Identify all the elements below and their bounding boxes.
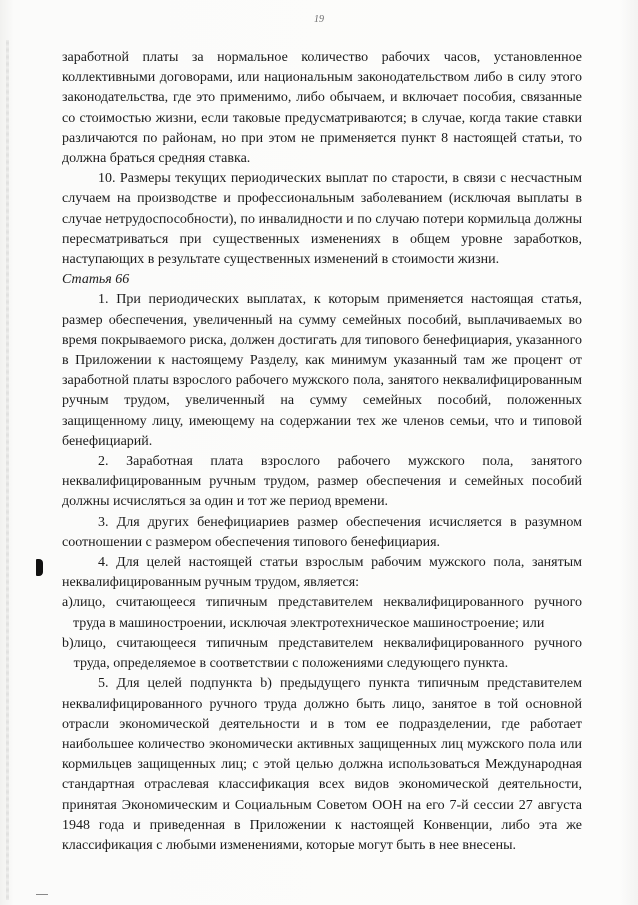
scan-margin-streak <box>6 40 9 900</box>
paragraph-66-4: 4. Для целей настоящей статьи взрослым рабочим мужского пола, занятым неквалифицированным ручным трудом, является: <box>62 555 582 591</box>
paragraph-66-5: 5. Для целей подпункта b) предыдущего пункта типичным представителем неквалифицированного ручного труда должно быть лицо, занятое в той основной отрасли экономической деятельности и в том ее подразделении, где работает наибольшее количество экономически активных защищенных лиц мужского пола или кормильцев защищенных лиц; с этой целью должна использоваться Международная стандартная отраслевая классификация всех видов экономической деятельности, принятая Экономическим и Социальным Советом ООН на его 7-й сессии 27 августа 1948 года и приведенная в Приложении к настоящей Конвенции, либо эта же классификация с любыми изменениями, которые могут быть в нее внесены. <box>62 676 582 853</box>
list-item-text: лицо, считающееся типичным представителем неквалифицированного ручного труда, определяемое в соответствии с положениями следующего пункта. <box>73 635 582 672</box>
scan-corner-mark <box>36 894 48 899</box>
paragraph-66-1: 1. При периодических выплатах, к которым применяется настоящая статья, размер обеспечения, увеличенный на сумму семейных пособий, выплачиваемых во время покрываемого риска, должен достигать для типового бенефициария, указанного в Приложении к настоящему Разделу, как минимум указанный там же процент от заработной платы взрослого рабочего мужского пола, занятого неквалифицированным ручным трудом, увеличенный на сумму семейных пособий, положенных защищенному лицу, имеющему на содержании тех же членов семьи, что и типовой бенефициарий. <box>62 292 582 449</box>
document-body <box>62 48 582 856</box>
page-number: 19 <box>314 14 324 25</box>
paragraph-wage-definition: заработной платы за нормальное количество рабочих часов, установленное коллективными договорами, или национальным законодательством либо в силу этого законодательства, где это применимо, либо обычаем, и включает пособия, связанные со стоимостью жизни, если таковые предусматриваются; в случае, когда такие ставки различаются по районам, но при этом не применяется пункт 8 настоящей статьи, то должна браться средняя ставка. <box>62 50 582 167</box>
list-item-a <box>62 593 582 633</box>
paragraph-66-3: 3. Для других бенефициариев размер обеспечения исчисляется в разумном соотношении с размером обеспечения типового бенефициария. <box>62 514 582 550</box>
paragraph-66-2: 2. Заработная плата взрослого рабочего мужского пола, занятого неквалифицированным ручным трудом, размер обеспечения и семейных пособий должны исчисляться за один и тот же период времени. <box>62 454 582 510</box>
binder-hole-mark <box>36 559 43 576</box>
list-item-b <box>62 634 582 674</box>
article-heading: Статья 66 <box>62 272 130 288</box>
list-marker: b) <box>62 635 74 651</box>
paragraph-10: 10. Размеры текущих периодических выплат по старости, в связи с несчастным случаем на производстве и профессиональным заболеванием (исключая выплаты в случае нетрудоспособности), по инвалидности и по случаю потери кормильца должны пересматриваться при существенных изменениях в общем уровне заработков, наступающих в результате существенных изменений в стоимости жизни. <box>62 171 582 268</box>
list-item-text: лицо, считающееся типичным представителем неквалифицированного ручного труда в машиностроении, исключая электротехническое машиностроение; или <box>73 595 582 631</box>
list-marker: a) <box>62 595 73 611</box>
